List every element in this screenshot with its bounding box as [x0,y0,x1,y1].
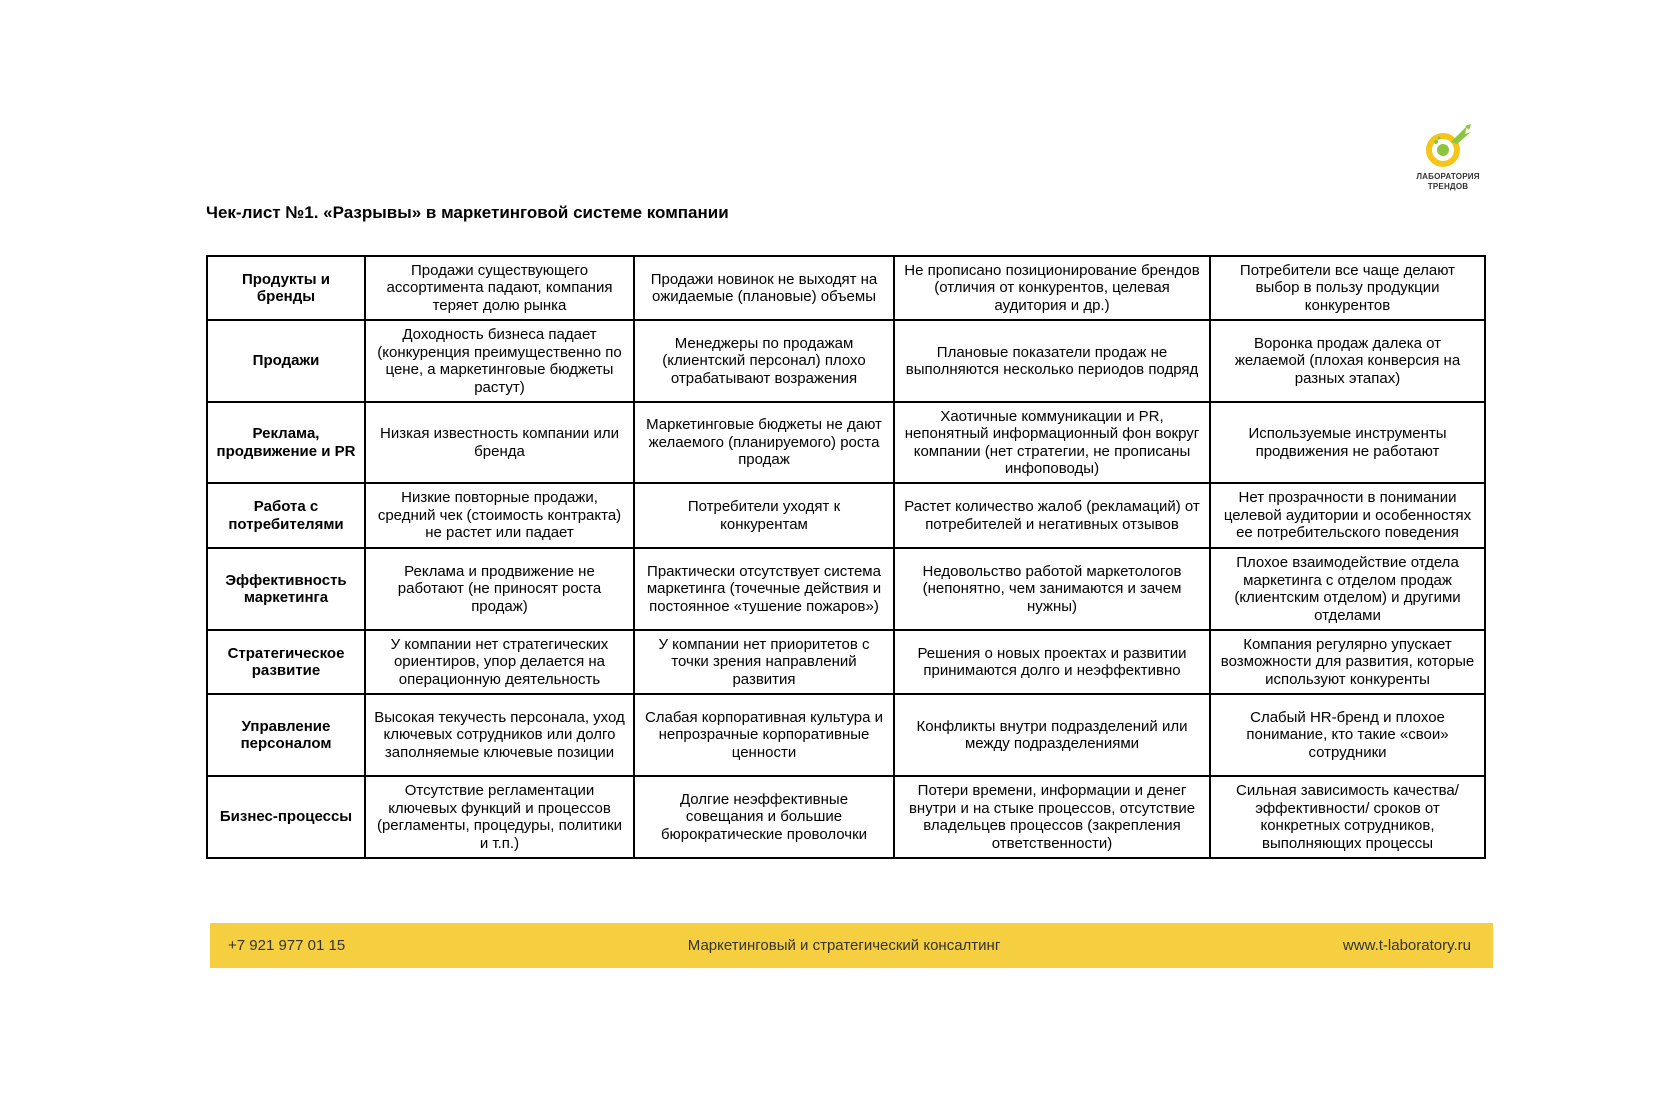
table-cell: Менеджеры по продажам (клиентский персонал) плохо отрабатывают возражения [634,320,894,402]
table-cell: Компания регулярно упускает возможности для развития, которые используют конкуренты [1210,630,1485,694]
page-title: Чек-лист №1. «Разрывы» в маркетинговой системе компании [206,203,729,222]
logo-emblem-icon [1421,122,1475,170]
table-cell: Нет прозрачности в понимании целевой аудитории и особенностях ее потребительского поведения [1210,483,1485,548]
table-cell: Маркетинговые бюджеты не дают желаемого (планируемого) роста продаж [634,402,894,483]
table-cell: Отсутствие регламентации ключевых функций и процессов (регламенты, процедуры, политики и т.п.) [365,776,634,858]
table-row [207,776,1485,858]
table-cell: Слабая корпоративная культура и непрозрачные корпоративные ценности [634,694,894,776]
table-cell: Продажи новинок не выходят на ожидаемые (плановые) объемы [634,256,894,320]
row-category: Бизнес-процессы [207,776,365,858]
table-cell: Растет количество жалоб (рекламаций) от потребителей и негативных отзывов [894,483,1210,548]
table-cell: Потребители все чаще делают выбор в пользу продукции конкурентов [1210,256,1485,320]
table-cell: Хаотичные коммуникации и PR, непонятный информационный фон вокруг компании (нет стратегии, не прописаны инфоповоды) [894,402,1210,483]
table-cell: Продажи существующего ассортимента падают, компания теряет долю рынка [365,256,634,320]
table-row [207,320,1485,402]
table-cell: Реклама и продвижение не работают (не приносят роста продаж) [365,548,634,630]
table-cell: Практически отсутствует система маркетинга (точечные действия и постоянное «тушение пожаров») [634,548,894,630]
table-cell: Долгие неэффективные совещания и большие бюрократические проволочки [634,776,894,858]
table-cell: Конфликты внутри подразделений или между подразделениями [894,694,1210,776]
table-cell: У компании нет приоритетов с точки зрения направлений развития [634,630,894,694]
table-cell: Доходность бизнеса падает (конкуренция преимущественно по цене, а маркетинговые бюджеты растут) [365,320,634,402]
row-category: Стратегическое развитие [207,630,365,694]
table-cell: Потребители уходят к конкурентам [634,483,894,548]
table-cell: У компании нет стратегических ориентиров, упор делается на операционную деятельность [365,630,634,694]
table-cell: Слабый HR-бренд и плохое понимание, кто такие «свои» сотрудники [1210,694,1485,776]
table-cell: Потери времени, информации и денег внутри и на стыке процессов, отсутствие владельцев процессов (закрепления ответственности) [894,776,1210,858]
table-cell: Плановые показатели продаж не выполняются несколько периодов подряд [894,320,1210,402]
table-row [207,630,1485,694]
table-cell: Низкие повторные продажи, средний чек (стоимость контракта) не растет или падает [365,483,634,548]
logo-text [1406,172,1490,192]
logo-line-1: ЛАБОРАТОРИЯ [1416,172,1480,181]
table-cell: Высокая текучесть персонала, уход ключевых сотрудников или долго заполняемые ключевые позиции [365,694,634,776]
table-cell: Плохое взаимодействие отдела маркетинга с отделом продаж (клиентским отделом) и другими отделами [1210,548,1485,630]
table-cell: Используемые инструменты продвижения не работают [1210,402,1485,483]
footer-website: www.t-laboratory.ru [1342,937,1471,954]
table-cell: Низкая известность компании или бренда [365,402,634,483]
table-cell: Сильная зависимость качества/ эффективности/ сроков от конкретных сотрудников, выполняющих процессы [1210,776,1485,858]
row-category: Продажи [207,320,365,402]
table-row [207,483,1485,548]
row-category: Работа с потребителями [207,483,365,548]
row-category: Реклама, продвижение и PR [207,402,365,483]
table-row [207,256,1485,320]
row-category: Продукты и бренды [207,256,365,320]
table-row [207,694,1485,776]
company-logo [1406,122,1490,202]
footer-phone: +7 921 977 01 15 [228,937,346,954]
row-category: Эффективность маркетинга [207,548,365,630]
checklist-table [206,255,1486,859]
table-row [207,402,1485,483]
footer-bar [210,923,1493,968]
footer-tagline: Маркетинговый и стратегический консалтинг [687,937,1001,954]
table-row [207,548,1485,630]
table-cell: Решения о новых проектах и развитии принимаются долго и неэффективно [894,630,1210,694]
table-cell: Воронка продаж далека от желаемой (плохая конверсия на разных этапах) [1210,320,1485,402]
table-cell: Недовольство работой маркетологов (непонятно, чем занимаются и зачем нужны) [894,548,1210,630]
logo-line-2: ТРЕНДОВ [1427,182,1469,191]
table-cell: Не прописано позиционирование брендов (отличия от конкурентов, целевая аудитория и др.) [894,256,1210,320]
row-category: Управление персоналом [207,694,365,776]
